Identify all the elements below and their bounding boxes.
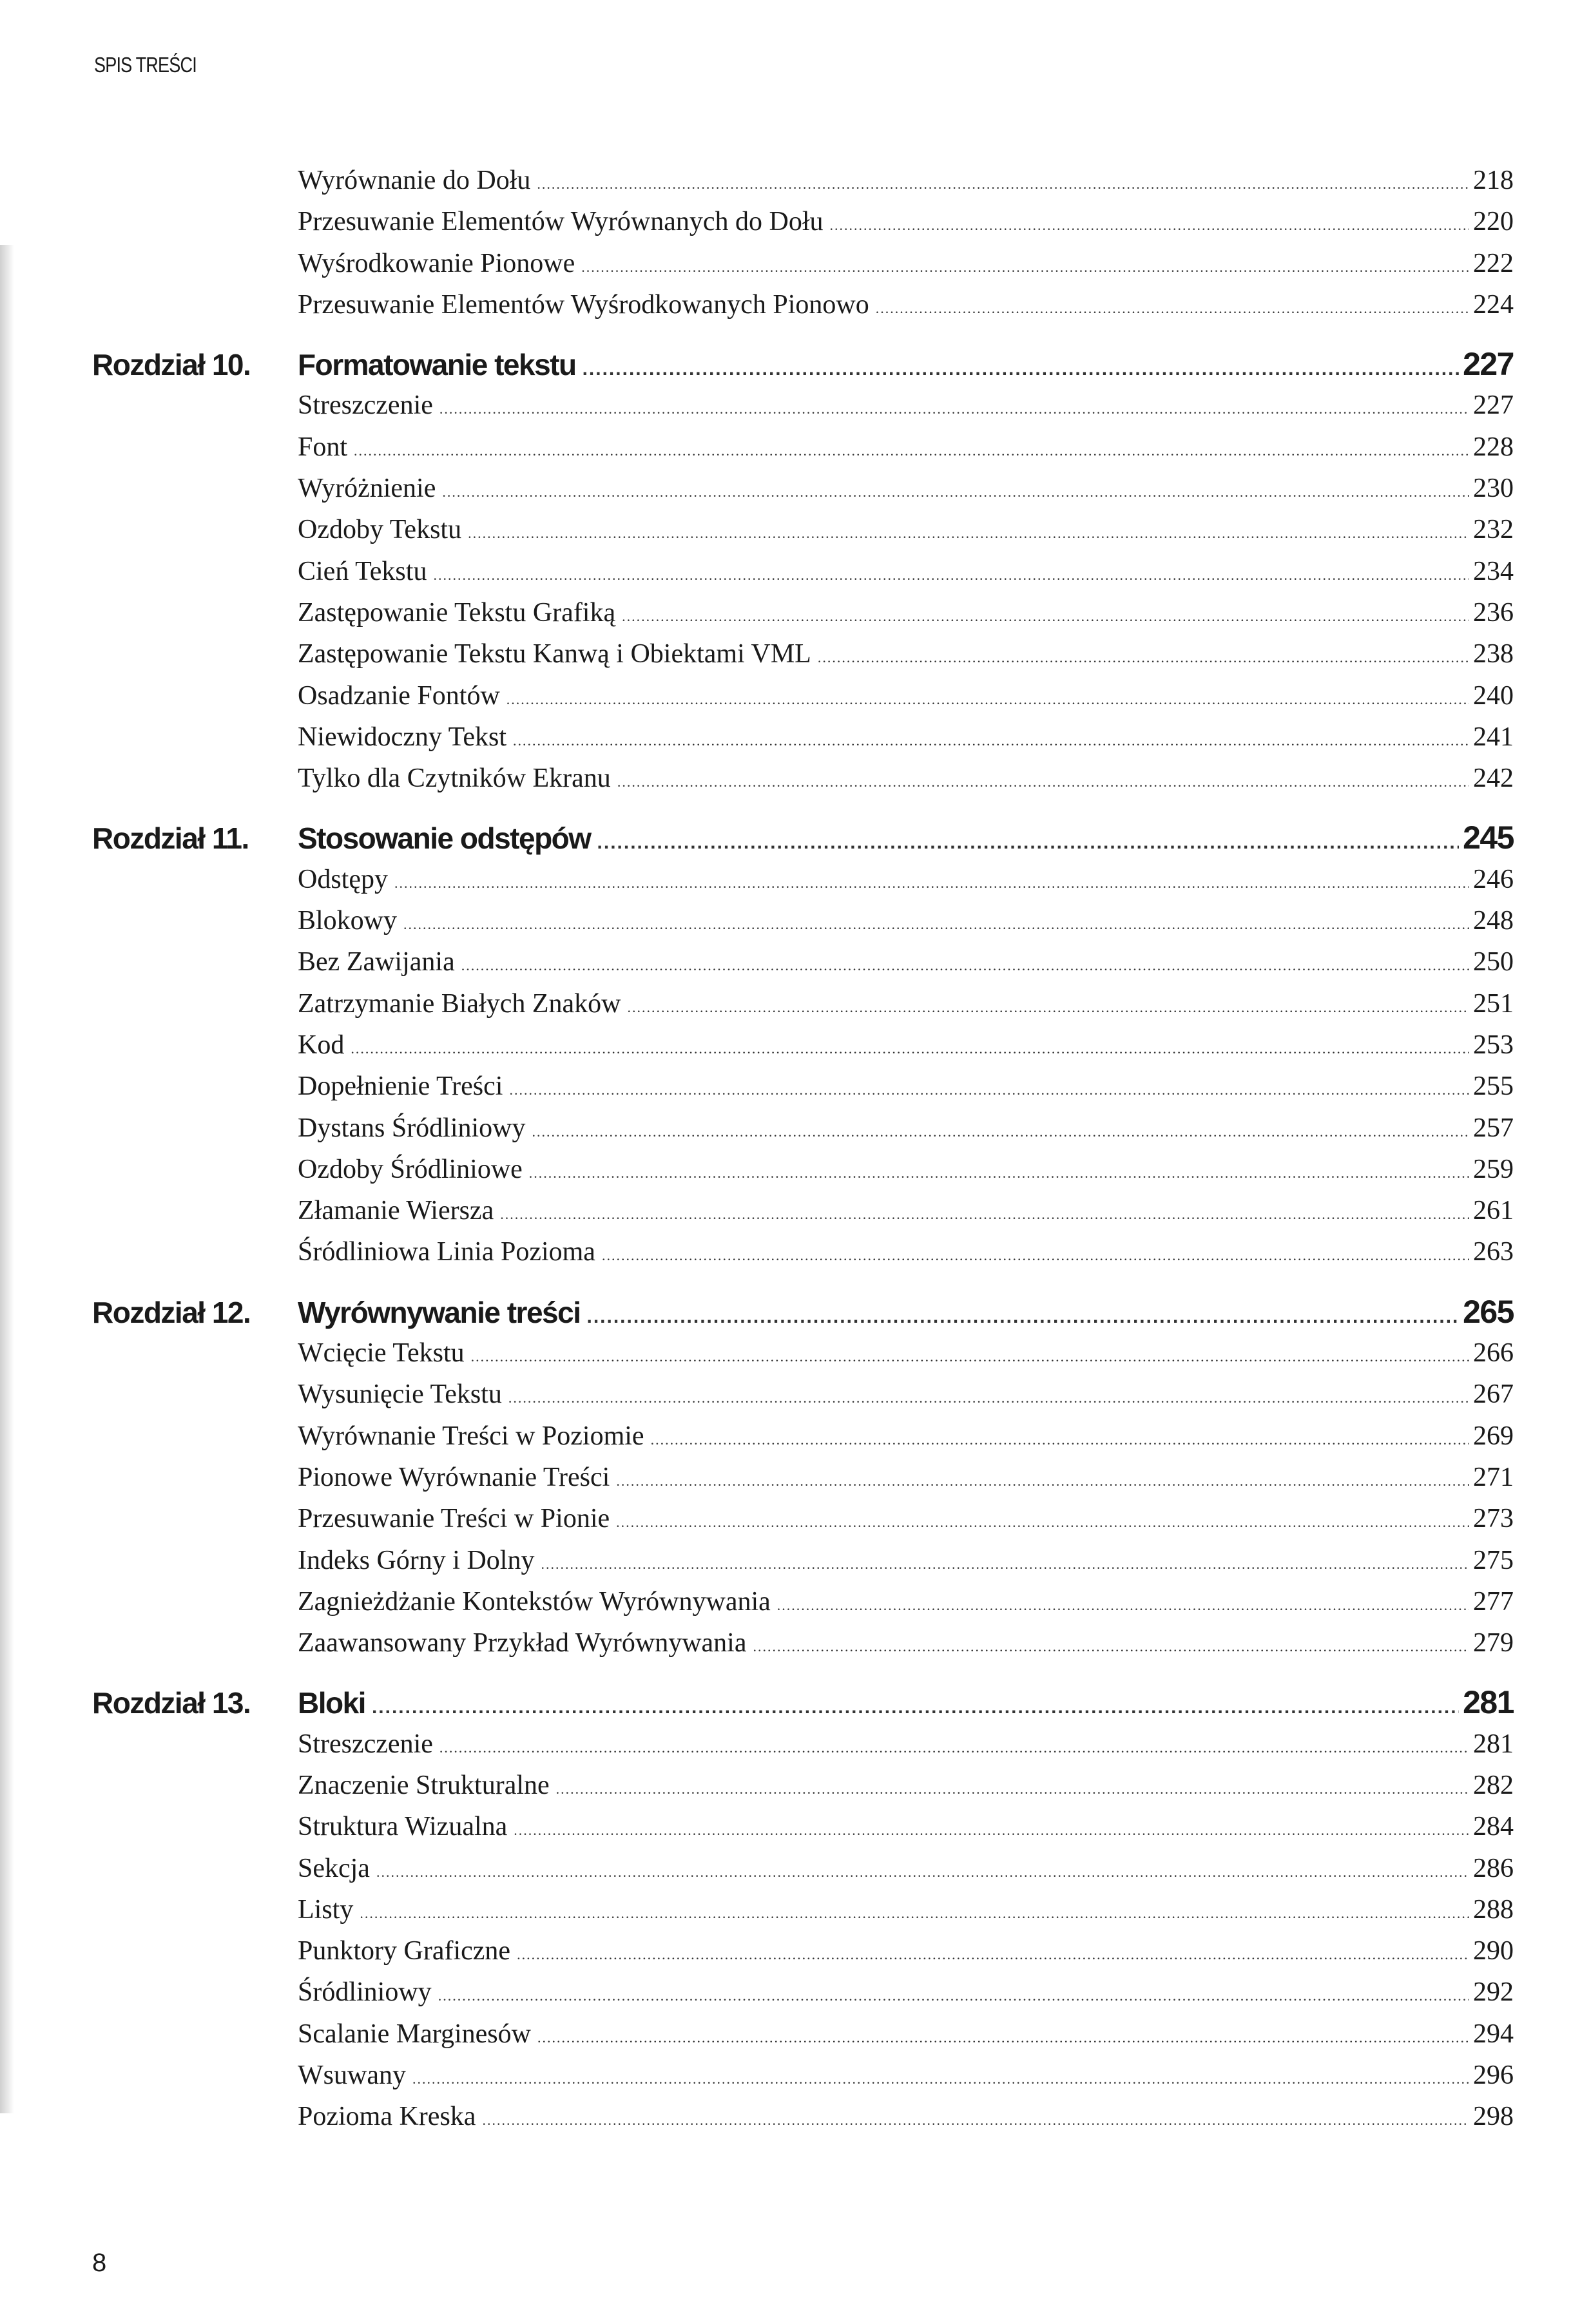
chapter-page-number: 245	[1463, 820, 1514, 856]
entry-title: Osadzanie Fontów	[298, 680, 500, 711]
entry-title: Tylko dla Czytników Ekranu	[298, 763, 611, 794]
entry-title: Pionowe Wyrównanie Treści	[298, 1462, 610, 1492]
entry-title: Złamanie Wiersza	[298, 1196, 494, 1226]
dot-leader	[876, 288, 1469, 329]
toc-entry[interactable]	[92, 1498, 1514, 1539]
entry-page-number: 277	[1473, 1586, 1514, 1617]
toc-entry[interactable]	[92, 243, 1514, 284]
dot-leader	[537, 2017, 1469, 2059]
toc-entry[interactable]	[92, 201, 1514, 242]
toc-entry[interactable]	[92, 1374, 1514, 1415]
chapter-title: Wyrównywanie treści	[298, 1295, 581, 1329]
dot-leader	[360, 1893, 1469, 1934]
entry-title: Zatrzymanie Białych Znaków	[298, 988, 621, 1019]
dot-leader	[439, 389, 1469, 430]
scan-edge-shadow	[0, 245, 14, 2113]
entry-page-number: 282	[1473, 1770, 1514, 1800]
entry-title: Zastępowanie Tekstu Kanwą i Obiektami VML	[298, 639, 811, 669]
entry-page-number: 288	[1473, 1894, 1514, 1925]
dot-leader	[372, 1687, 1459, 1728]
entry-page-number: 292	[1473, 1977, 1514, 2008]
toc-entry[interactable]	[92, 900, 1514, 941]
dot-leader	[351, 1028, 1469, 1070]
dot-leader	[468, 513, 1469, 554]
toc-entry[interactable]	[92, 1416, 1514, 1457]
entry-title: Blokowy	[298, 906, 398, 936]
entry-title: Wcięcie Tekstu	[298, 1338, 465, 1368]
entry-page-number: 271	[1473, 1462, 1514, 1492]
entry-page-number: 238	[1473, 639, 1514, 669]
entry-title: Wyróżnienie	[298, 474, 436, 504]
dot-leader	[438, 1975, 1469, 2017]
entry-title: Cień Tekstu	[298, 556, 427, 586]
entry-title: Ozdoby Śródliniowe	[298, 1154, 523, 1184]
dot-leader	[597, 822, 1460, 863]
entry-page-number: 224	[1473, 289, 1514, 320]
entry-title: Zagnieżdżanie Kontekstów Wyrównywania	[298, 1586, 771, 1617]
entry-page-number: 227	[1473, 390, 1514, 421]
entry-page-number: 240	[1473, 680, 1514, 711]
toc-entry[interactable]	[92, 1149, 1514, 1190]
toc-entry[interactable]	[92, 385, 1514, 426]
entry-title: Śródliniowy	[298, 1977, 432, 2008]
toc-entry[interactable]	[92, 1457, 1514, 1498]
entry-page-number: 228	[1473, 432, 1514, 462]
entry-title: Przesuwanie Treści w Pionie	[298, 1504, 610, 1534]
entry-page-number: 294	[1473, 2019, 1514, 2049]
entry-page-number: 241	[1473, 722, 1514, 752]
dot-leader	[830, 205, 1470, 246]
chapter-label: Rozdział 11.	[92, 821, 249, 856]
toc-entry[interactable]	[92, 284, 1514, 325]
entry-page-number: 255	[1473, 1071, 1514, 1102]
entry-page-number: 279	[1473, 1628, 1514, 1658]
dot-leader	[818, 637, 1469, 678]
chapter-heading[interactable]	[92, 1291, 1514, 1332]
dot-leader	[514, 1810, 1469, 1851]
entry-page-number: 236	[1473, 597, 1514, 628]
entry-title: Wsuwany	[298, 2060, 406, 2091]
entry-page-number: 232	[1473, 515, 1514, 545]
entry-page-number: 286	[1473, 1853, 1514, 1883]
toc-entry[interactable]	[92, 2096, 1514, 2137]
entry-page-number: 218	[1473, 166, 1514, 195]
toc-entry[interactable]	[92, 1066, 1514, 1107]
dot-leader	[403, 904, 1469, 945]
entry-title: Streszczenie	[298, 1729, 433, 1759]
entry-title: Scalanie Marginesów	[298, 2019, 531, 2049]
dot-leader	[617, 762, 1469, 803]
entry-title: Streszczenie	[298, 390, 433, 421]
dot-leader	[541, 1544, 1469, 1585]
entry-title: Dystans Śródliniowy	[298, 1113, 526, 1143]
dot-leader	[509, 1070, 1469, 1111]
toc-entry[interactable]	[92, 1231, 1514, 1272]
dot-leader	[583, 349, 1459, 390]
entry-title: Punktory Graficzne	[298, 1936, 511, 1966]
toc-entry[interactable]	[92, 1108, 1514, 1149]
entry-page-number: 251	[1473, 988, 1514, 1019]
toc-entry[interactable]	[92, 592, 1514, 633]
entry-title: Wyśrodkowanie Pionowe	[298, 248, 575, 278]
dot-leader	[616, 1461, 1469, 1502]
entry-title: Wysunięcie Tekstu	[298, 1379, 502, 1410]
dot-leader	[433, 555, 1469, 596]
table-of-contents	[92, 160, 1514, 2138]
entry-page-number: 259	[1473, 1154, 1514, 1184]
dot-leader	[616, 1502, 1469, 1543]
toc-entry[interactable]	[92, 1581, 1514, 1622]
dot-leader	[412, 2059, 1469, 2100]
entry-title: Wyrównanie Treści w Poziomie	[298, 1421, 644, 1451]
chapter-heading[interactable]	[92, 817, 1514, 858]
entry-page-number: 298	[1473, 2102, 1514, 2132]
entry-page-number: 275	[1473, 1545, 1514, 1575]
toc-entry[interactable]	[92, 1724, 1514, 1765]
dot-leader	[506, 679, 1469, 720]
chapter-label: Rozdział 10.	[92, 348, 251, 382]
toc-entry[interactable]	[92, 1848, 1514, 1889]
toc-entry[interactable]	[92, 509, 1514, 550]
dot-leader	[753, 1626, 1470, 1667]
entry-title: Kod	[298, 1030, 345, 1060]
dot-leader	[529, 1153, 1469, 1194]
entry-title: Znaczenie Strukturalne	[298, 1770, 550, 1800]
chapter-label: Rozdział 12.	[92, 1295, 251, 1329]
entry-page-number: 220	[1473, 207, 1514, 237]
entry-page-number: 248	[1473, 906, 1514, 936]
chapter-title: Formatowanie tekstu	[298, 348, 576, 382]
dot-leader	[602, 1235, 1469, 1276]
entry-title: Przesuwanie Elementów Wyrównanych do Dołu	[298, 207, 824, 237]
dot-leader	[651, 1419, 1469, 1461]
dot-leader	[461, 945, 1469, 986]
toc-entry[interactable]	[92, 160, 1514, 201]
entry-page-number: 284	[1473, 1812, 1514, 1842]
entry-page-number: 234	[1473, 556, 1514, 586]
entry-title: Śródliniowa Linia Pozioma	[298, 1237, 595, 1267]
chapter-title: Stosowanie odstępów	[298, 821, 591, 856]
entry-title: Niewidoczny Tekst	[298, 722, 507, 752]
dot-leader	[439, 1727, 1469, 1769]
dot-leader	[376, 1852, 1469, 1893]
entry-page-number: 261	[1473, 1196, 1514, 1226]
toc-entry[interactable]	[92, 1972, 1514, 2013]
entry-page-number: 263	[1473, 1237, 1514, 1267]
dot-leader	[587, 1296, 1460, 1338]
toc-entry[interactable]	[92, 1024, 1514, 1066]
dot-leader	[581, 247, 1469, 288]
toc-entry[interactable]	[92, 551, 1514, 592]
entry-page-number: 250	[1473, 947, 1514, 977]
dot-leader	[394, 863, 1469, 904]
entry-title: Zaawansowany Przykład Wyrównywania	[298, 1628, 747, 1658]
entry-title: Bez Zawijania	[298, 947, 455, 977]
dot-leader	[556, 1769, 1469, 1810]
toc-entry[interactable]	[92, 427, 1514, 468]
entry-title: Sekcja	[298, 1853, 370, 1883]
toc-entry[interactable]	[92, 2055, 1514, 2096]
chapter-page-number: 265	[1463, 1293, 1514, 1330]
entry-title: Wyrównanie do Dołu	[298, 166, 531, 195]
chapter-heading[interactable]	[92, 343, 1514, 385]
entry-page-number: 246	[1473, 864, 1514, 894]
dot-leader	[508, 1378, 1469, 1419]
entry-title: Zastępowanie Tekstu Grafiką	[298, 597, 616, 628]
chapter-heading[interactable]	[92, 1682, 1514, 1723]
entry-title: Ozdoby Tekstu	[298, 515, 462, 545]
toc-entry[interactable]	[92, 1930, 1514, 1972]
toc-entry[interactable]	[92, 2013, 1514, 2055]
dot-leader	[627, 987, 1469, 1028]
toc-entry[interactable]	[92, 716, 1514, 758]
dot-leader	[537, 164, 1469, 205]
entry-page-number: 230	[1473, 474, 1514, 504]
dot-leader	[777, 1585, 1469, 1626]
entry-page-number: 222	[1473, 248, 1514, 278]
dot-leader	[532, 1111, 1469, 1153]
entry-title: Pozioma Kreska	[298, 2102, 476, 2132]
toc-entry[interactable]	[92, 675, 1514, 716]
entry-page-number: 281	[1473, 1729, 1514, 1759]
entry-title: Font	[298, 432, 348, 462]
toc-entry[interactable]	[92, 941, 1514, 983]
page-number: 8	[92, 2249, 107, 2277]
toc-entry[interactable]	[92, 633, 1514, 675]
dot-leader	[442, 472, 1469, 513]
entry-title: Dopełnienie Treści	[298, 1071, 503, 1102]
toc-entry[interactable]	[92, 468, 1514, 509]
dot-leader	[517, 1934, 1469, 1975]
entry-page-number: 267	[1473, 1379, 1514, 1410]
dot-leader	[622, 596, 1469, 637]
toc-entry[interactable]	[92, 983, 1514, 1024]
toc-entry[interactable]	[92, 1889, 1514, 1930]
chapter-page-number: 227	[1463, 346, 1514, 383]
entry-page-number: 253	[1473, 1030, 1514, 1060]
chapter-label: Rozdział 13.	[92, 1686, 251, 1720]
dot-leader	[500, 1194, 1469, 1235]
entry-title: Przesuwanie Elementów Wyśrodkowanych Pionowo	[298, 289, 869, 320]
dot-leader	[354, 430, 1469, 472]
entry-page-number: 257	[1473, 1113, 1514, 1143]
chapter-page-number: 281	[1463, 1684, 1514, 1721]
toc-entry[interactable]	[92, 1190, 1514, 1231]
entry-page-number: 296	[1473, 2060, 1514, 2091]
chapter-title: Bloki	[298, 1686, 365, 1720]
entry-title: Listy	[298, 1894, 354, 1925]
entry-page-number: 266	[1473, 1338, 1514, 1368]
toc-entry[interactable]	[92, 1622, 1514, 1664]
entry-title: Odstępy	[298, 864, 388, 894]
toc-entry[interactable]	[92, 758, 1514, 799]
toc-entry[interactable]	[92, 859, 1514, 900]
entry-title: Indeks Górny i Dolny	[298, 1545, 535, 1575]
toc-entry[interactable]	[92, 1806, 1514, 1847]
running-header: SPIS TREŚCI	[94, 53, 197, 77]
toc-entry[interactable]	[92, 1765, 1514, 1806]
dot-leader	[471, 1336, 1469, 1378]
toc-entry[interactable]	[92, 1332, 1514, 1374]
entry-page-number: 273	[1473, 1504, 1514, 1534]
entry-page-number: 290	[1473, 1936, 1514, 1966]
dot-leader	[513, 720, 1469, 762]
dot-leader	[482, 2100, 1469, 2141]
entry-title: Struktura Wizualna	[298, 1812, 508, 1842]
toc-entry[interactable]	[92, 1540, 1514, 1581]
entry-page-number: 242	[1473, 763, 1514, 794]
entry-page-number: 269	[1473, 1421, 1514, 1451]
